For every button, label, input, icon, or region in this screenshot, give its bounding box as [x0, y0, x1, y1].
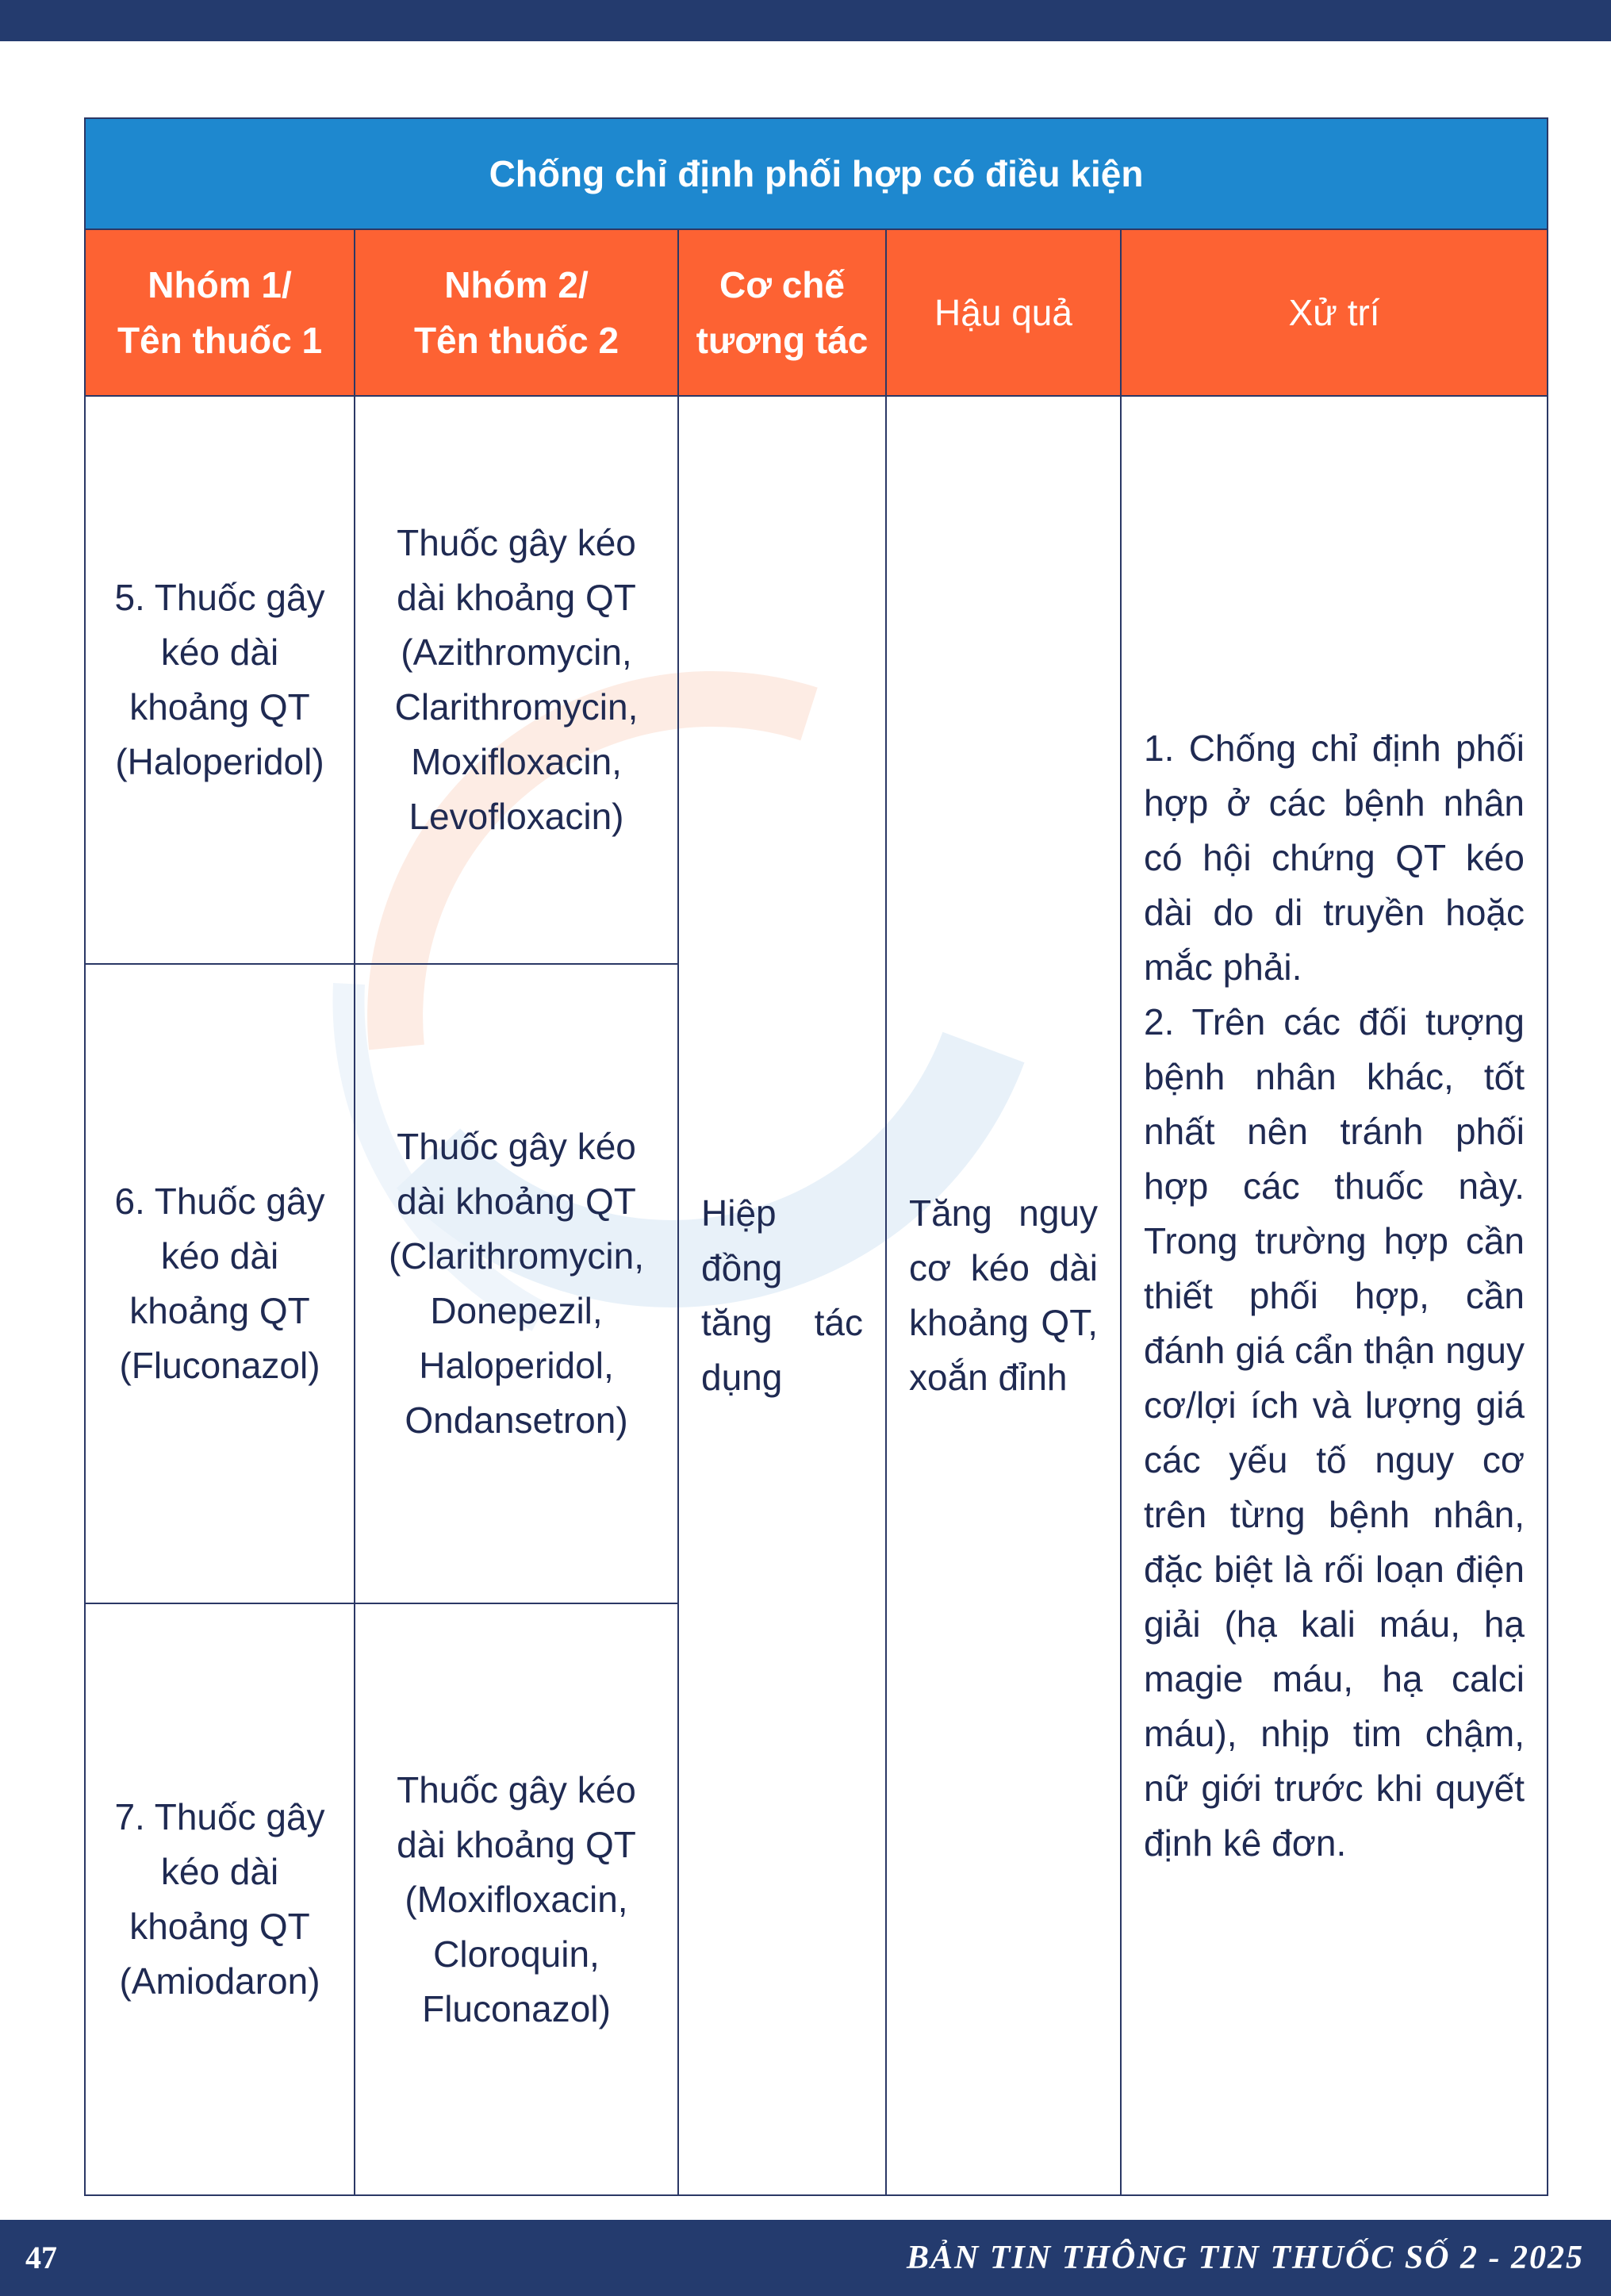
drug1-cell: 7. Thuốc gây kéo dài khoảng QT (Amiodaron)	[85, 1603, 355, 2195]
treatment-item-1: 1. Chống chỉ định phối hợp ở các bệnh nhân có hội chứng QT kéo dài do di truyền hoặc mắc phải.	[1144, 727, 1525, 988]
drug2-cell: Thuốc gây kéo dài khoảng QT (Azithromycin, Clarithromycin, Moxifloxacin, Levofloxacin)	[355, 396, 678, 964]
page-number: 47	[25, 2240, 57, 2275]
header-treatment: Xử trí	[1121, 229, 1548, 396]
header-consequence: Hậu quả	[886, 229, 1121, 396]
top-bar	[0, 0, 1611, 41]
bulletin-title: BẢN TIN THÔNG TIN THUỐC SỐ 2 - 2025	[906, 2240, 1584, 2276]
consequence-cell: Tăng nguy cơ kéo dài khoảng QT, xoắn đỉnh	[886, 396, 1121, 2195]
treatment-cell	[1121, 396, 1548, 2195]
header-group1: Nhóm 1/ Tên thuốc 1	[85, 229, 355, 396]
footer-bar	[0, 2220, 1611, 2296]
header-group2: Nhóm 2/ Tên thuốc 2	[355, 229, 678, 396]
drug2-cell: Thuốc gây kéo dài khoảng QT (Clarithromycin, Donepezil, Haloperidol, Ondansetron)	[355, 964, 678, 1603]
drug2-cell: Thuốc gây kéo dài khoảng QT (Moxifloxacin, Cloroquin, Fluconazol)	[355, 1603, 678, 2195]
mechanism-cell: Hiệp đồng tăng tác dụng	[678, 396, 886, 2195]
table-row	[85, 396, 1548, 964]
treatment-item-2: 2. Trên các đối tượng bệnh nhân khác, tốt nhất nên tránh phối hợp các thuốc này. Trong trường hợp cần thiết phối hợp, cần đánh giá cẩn thận nguy cơ/lợi ích và lượng giá các yếu tố nguy cơ trên từng bệnh nhân, đặc biệt là rối loạn điện giải (hạ kali máu, hạ magie máu, hạ calci máu), nhịp tim chậm, nữ giới trước khi quyết định kê đơn.	[1144, 1000, 1525, 1864]
header-mechanism: Cơ chế tương tác	[678, 229, 886, 396]
table-title: Chống chỉ định phối hợp có điều kiện	[85, 118, 1548, 229]
interaction-table	[84, 117, 1548, 2196]
drug1-cell: 5. Thuốc gây kéo dài khoảng QT (Haloperidol)	[85, 396, 355, 964]
drug1-cell: 6. Thuốc gây kéo dài khoảng QT (Fluconazol)	[85, 964, 355, 1603]
